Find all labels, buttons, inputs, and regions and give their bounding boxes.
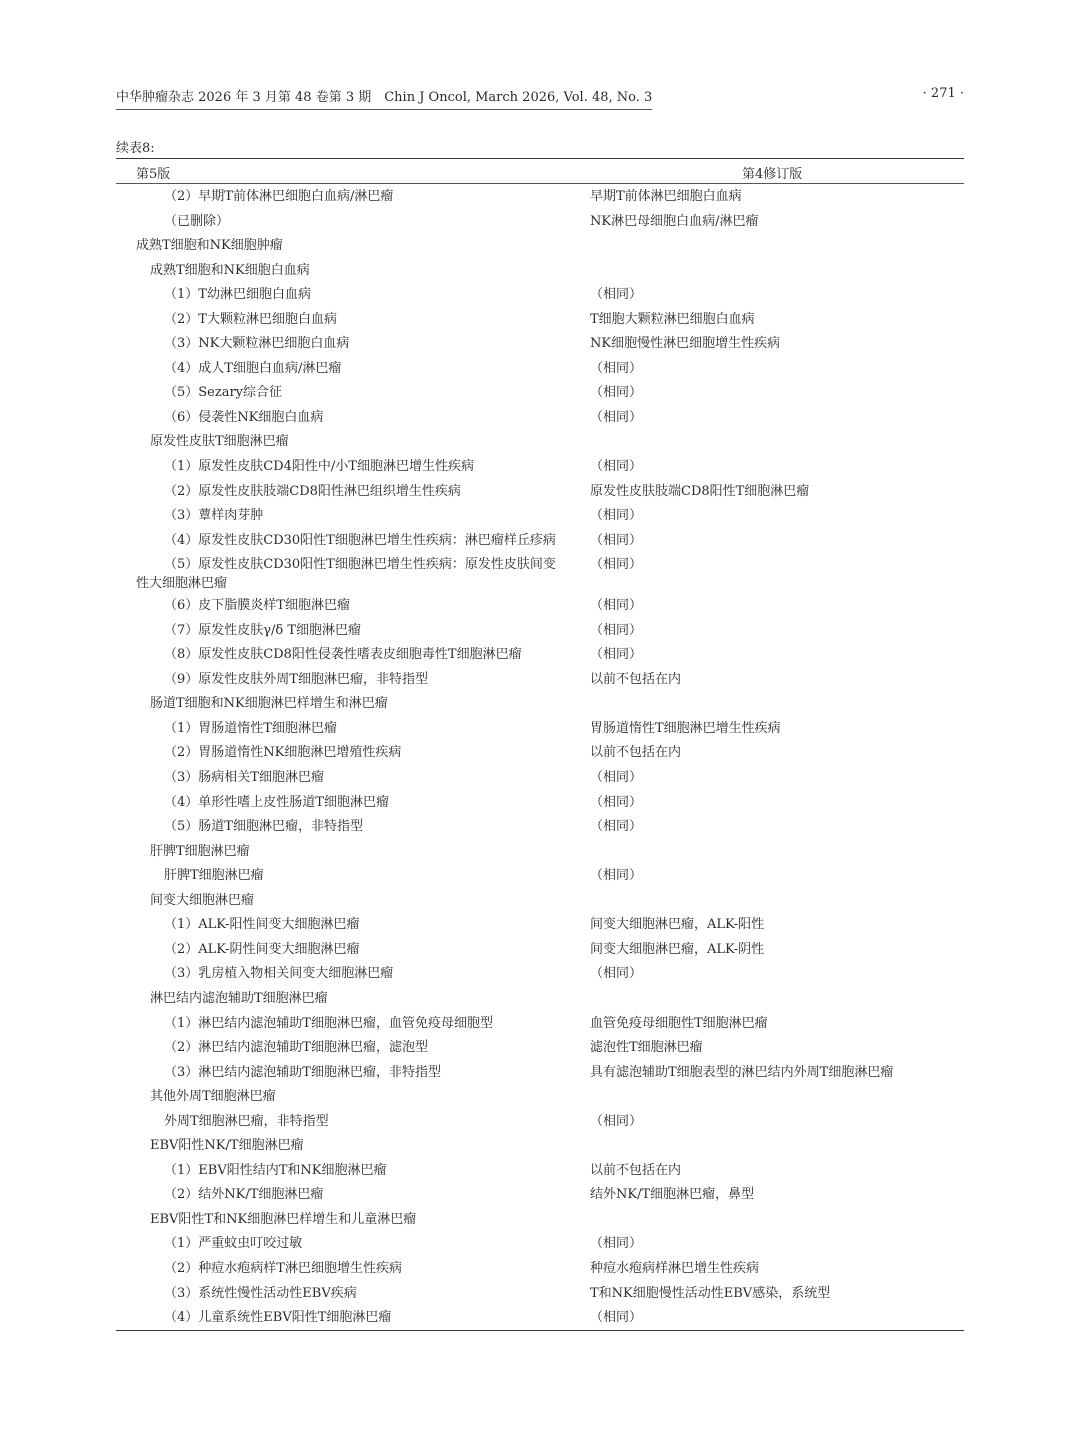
cell-5th-edition bbox=[116, 184, 588, 206]
cell-4th-revised: 滤泡性T细胞淋巴瘤 bbox=[590, 1040, 703, 1056]
table-row bbox=[116, 209, 964, 234]
cell-text: （1）EBV阳性结内T和NK细胞淋巴瘤 bbox=[164, 1162, 387, 1178]
table-row bbox=[116, 1231, 964, 1256]
table-row bbox=[116, 479, 964, 504]
cell-4th-revised bbox=[588, 986, 964, 989]
cell-5th-edition bbox=[116, 888, 588, 910]
table-row bbox=[116, 1305, 964, 1330]
table-row bbox=[116, 258, 964, 283]
cell-4th-revised bbox=[588, 429, 964, 432]
table-row bbox=[116, 503, 964, 528]
journal-citation: 中华肿瘤杂志 2026 年 3 月第 48 卷第 3 期 Chin J Oncol, March 2026, Vol. 48, No. 3 bbox=[116, 86, 652, 110]
cell-text: （3）蕈样肉芽肿 bbox=[164, 508, 264, 524]
cell-text: （1）原发性皮肤CD4阳性中/小T细胞淋巴增生性疾病 bbox=[164, 459, 474, 475]
cell-5th-edition bbox=[116, 716, 588, 738]
cell-text: （2）结外NK/T细胞淋巴瘤 bbox=[164, 1187, 324, 1203]
table-row bbox=[116, 1281, 964, 1306]
table-row bbox=[116, 642, 964, 667]
cell-text: （7）原发性皮肤γ/δ T细胞淋巴瘤 bbox=[164, 622, 362, 638]
cell-4th-revised: （相同） bbox=[590, 1310, 643, 1326]
cell-text: （4）儿童系统性EBV阳性T细胞淋巴瘤 bbox=[164, 1310, 392, 1326]
cell-text: 肝脾T细胞淋巴瘤 bbox=[150, 843, 250, 859]
table-bottom-rule bbox=[116, 1330, 964, 1331]
cell-4th-revised bbox=[588, 1084, 964, 1087]
cell-text: （9）原发性皮肤外周T细胞淋巴瘤，非特指型 bbox=[164, 671, 428, 687]
cell-text: 肝脾T细胞淋巴瘤 bbox=[164, 868, 264, 884]
cell-5th-edition bbox=[116, 233, 588, 255]
cell-text-continuation: 性大细胞淋巴瘤 bbox=[136, 576, 228, 592]
cell-5th-edition bbox=[116, 209, 588, 231]
table-row bbox=[116, 863, 964, 888]
cell-text: （8）原发性皮肤CD8阳性侵袭性嗜表皮细胞毒性T细胞淋巴瘤 bbox=[164, 647, 522, 663]
cell-4th-revised: （相同） bbox=[590, 770, 643, 786]
cell-text: （3）系统性慢性活动性EBV疾病 bbox=[164, 1285, 357, 1301]
cell-text: 其他外周T细胞淋巴瘤 bbox=[150, 1089, 276, 1105]
cell-4th-revised: （相同） bbox=[590, 409, 643, 425]
cell-4th-revised: 胃肠道惰性T细胞淋巴增生性疾病 bbox=[590, 720, 781, 736]
cell-4th-revised: 结外NK/T细胞淋巴瘤，鼻型 bbox=[590, 1187, 755, 1203]
running-header bbox=[116, 86, 964, 108]
cell-text: （3）肠病相关T细胞淋巴瘤 bbox=[164, 770, 324, 786]
cell-4th-revised: （相同） bbox=[590, 459, 643, 475]
cell-text: （3）乳房植入物相关间变大细胞淋巴瘤 bbox=[164, 966, 394, 982]
table-row bbox=[116, 552, 964, 593]
table-caption: 续表8: bbox=[116, 141, 155, 156]
cell-text: （1）严重蚊虫叮咬过敏 bbox=[164, 1236, 303, 1252]
cell-5th-edition bbox=[116, 1060, 588, 1082]
cell-4th-revised: T和NK细胞慢性活动性EBV感染，系统型 bbox=[590, 1285, 831, 1301]
cell-5th-edition bbox=[116, 618, 588, 640]
cell-5th-edition bbox=[116, 1256, 588, 1278]
table-body bbox=[116, 184, 964, 1330]
cell-5th-edition bbox=[116, 258, 588, 280]
cell-text: （6）侵袭性NK细胞白血病 bbox=[164, 409, 324, 425]
cell-text: 肠道T细胞和NK细胞淋巴样增生和淋巴瘤 bbox=[150, 696, 388, 712]
cell-5th-edition bbox=[116, 1084, 588, 1106]
table-row bbox=[116, 839, 964, 864]
cell-4th-revised: （相同） bbox=[590, 966, 643, 982]
cell-4th-revised: （相同） bbox=[590, 1113, 643, 1129]
cell-5th-edition bbox=[116, 593, 588, 615]
column-header-4th-revised: 第4修订版 bbox=[742, 167, 803, 182]
cell-text: （2）种痘水疱病样T淋巴细胞增生性疾病 bbox=[164, 1260, 402, 1276]
cell-4th-revised bbox=[588, 258, 964, 261]
cell-4th-revised: 间变大细胞淋巴瘤，ALK-阴性 bbox=[590, 941, 765, 957]
table-row bbox=[116, 184, 964, 209]
cell-5th-edition bbox=[116, 479, 588, 501]
cell-4th-revised bbox=[588, 839, 964, 842]
cell-4th-revised: NK淋巴母细胞白血病/淋巴瘤 bbox=[590, 213, 759, 229]
cell-5th-edition bbox=[116, 839, 588, 861]
cell-5th-edition bbox=[116, 1109, 588, 1131]
cell-text: 外周T细胞淋巴瘤，非特指型 bbox=[164, 1113, 329, 1129]
cell-4th-revised: （相同） bbox=[590, 1236, 643, 1252]
cell-4th-revised: （相同） bbox=[590, 868, 643, 884]
cell-4th-revised: （相同） bbox=[590, 360, 643, 376]
table-row bbox=[116, 716, 964, 741]
cell-text: （4）单形性嗜上皮性肠道T细胞淋巴瘤 bbox=[164, 794, 389, 810]
cell-5th-edition bbox=[116, 937, 588, 959]
table-row bbox=[116, 356, 964, 381]
cell-5th-edition bbox=[116, 503, 588, 525]
cell-4th-revised: （相同） bbox=[590, 532, 643, 548]
table-row bbox=[116, 888, 964, 913]
table-row bbox=[116, 1182, 964, 1207]
cell-5th-edition bbox=[116, 1281, 588, 1303]
cell-text: （4）成人T细胞白血病/淋巴瘤 bbox=[164, 360, 342, 376]
table-row bbox=[116, 667, 964, 692]
cell-4th-revised: （相同） bbox=[590, 819, 643, 835]
cell-4th-revised: 具有滤泡辅助T细胞表型的淋巴结内外周T细胞淋巴瘤 bbox=[590, 1064, 894, 1080]
table-header-row bbox=[116, 159, 964, 183]
table-row bbox=[116, 961, 964, 986]
cell-text: （1）T幼淋巴细胞白血病 bbox=[164, 287, 311, 303]
cell-5th-edition bbox=[116, 1231, 588, 1253]
cell-5th-edition bbox=[116, 380, 588, 402]
cell-text: （3）NK大颗粒淋巴细胞白血病 bbox=[164, 336, 350, 352]
cell-5th-edition bbox=[116, 790, 588, 812]
cell-4th-revised: （相同） bbox=[590, 598, 643, 614]
cell-5th-edition bbox=[116, 282, 588, 304]
cell-text: 成熟T细胞和NK细胞肿瘤 bbox=[136, 238, 283, 254]
cell-5th-edition bbox=[116, 454, 588, 476]
cell-5th-edition bbox=[116, 528, 588, 550]
cell-text: （6）皮下脂膜炎样T细胞淋巴瘤 bbox=[164, 598, 350, 614]
cell-4th-revised: NK细胞慢性淋巴细胞增生性疾病 bbox=[590, 336, 781, 352]
cell-text: （2）ALK-阴性间变大细胞淋巴瘤 bbox=[164, 941, 360, 957]
cell-text: （3）淋巴结内滤泡辅助T细胞淋巴瘤，非特指型 bbox=[164, 1064, 441, 1080]
table-row bbox=[116, 1207, 964, 1232]
cell-4th-revised bbox=[588, 1133, 964, 1136]
table-row bbox=[116, 814, 964, 839]
cell-5th-edition bbox=[116, 1011, 588, 1033]
cell-4th-revised: 以前不包括在内 bbox=[590, 1162, 682, 1178]
cell-text: EBV阳性T和NK细胞淋巴样增生和儿童淋巴瘤 bbox=[150, 1211, 417, 1227]
cell-text: （2）淋巴结内滤泡辅助T细胞淋巴瘤，滤泡型 bbox=[164, 1040, 428, 1056]
cell-text: （2）胃肠道惰性NK细胞淋巴增殖性疾病 bbox=[164, 745, 402, 761]
comparison-table bbox=[116, 158, 964, 1331]
cell-text: 间变大细胞淋巴瘤 bbox=[150, 892, 255, 908]
cell-5th-edition bbox=[116, 1207, 588, 1229]
table-row bbox=[116, 307, 964, 332]
cell-4th-revised: （相同） bbox=[590, 385, 643, 401]
cell-5th-edition bbox=[116, 1035, 588, 1057]
cell-5th-edition bbox=[116, 765, 588, 787]
cell-4th-revised bbox=[588, 888, 964, 891]
cell-5th-edition bbox=[116, 961, 588, 983]
cell-5th-edition bbox=[116, 307, 588, 329]
cell-4th-revised bbox=[588, 1207, 964, 1210]
table-row bbox=[116, 1060, 964, 1085]
cell-4th-revised: （相同） bbox=[590, 622, 643, 638]
cell-5th-edition bbox=[116, 1305, 588, 1327]
table-row bbox=[116, 233, 964, 258]
table-row bbox=[116, 937, 964, 962]
table-row bbox=[116, 1109, 964, 1134]
cell-4th-revised: （相同） bbox=[590, 508, 643, 524]
table-row bbox=[116, 405, 964, 430]
cell-text: （2）T大颗粒淋巴细胞白血病 bbox=[164, 311, 337, 327]
cell-5th-edition bbox=[116, 814, 588, 836]
cell-5th-edition bbox=[116, 356, 588, 378]
table-row bbox=[116, 1158, 964, 1183]
table-row bbox=[116, 1084, 964, 1109]
cell-5th-edition bbox=[116, 429, 588, 451]
table-row bbox=[116, 740, 964, 765]
cell-5th-edition bbox=[116, 691, 588, 713]
cell-4th-revised: T细胞大颗粒淋巴细胞白血病 bbox=[590, 311, 755, 327]
cell-4th-revised: 以前不包括在内 bbox=[590, 671, 682, 687]
table-row bbox=[116, 429, 964, 454]
cell-4th-revised: 血管免疫母细胞性T细胞淋巴瘤 bbox=[590, 1015, 768, 1031]
cell-text: （2）早期T前体淋巴细胞白血病/淋巴瘤 bbox=[164, 189, 394, 204]
cell-5th-edition bbox=[116, 642, 588, 664]
cell-5th-edition bbox=[116, 1133, 588, 1155]
table-row bbox=[116, 765, 964, 790]
cell-4th-revised: 早期T前体淋巴细胞白血病 bbox=[590, 189, 742, 204]
column-header-5th-edition: 第5版 bbox=[136, 167, 171, 182]
cell-4th-revised: 间变大细胞淋巴瘤，ALK-阳性 bbox=[590, 917, 765, 933]
cell-4th-revised: 种痘水疱病样淋巴增生性疾病 bbox=[590, 1260, 760, 1276]
cell-text: （2）原发性皮肤肢端CD8阳性淋巴组织增生性疾病 bbox=[164, 483, 461, 499]
table-row bbox=[116, 1011, 964, 1036]
cell-text: （1）淋巴结内滤泡辅助T细胞淋巴瘤，血管免疫母细胞型 bbox=[164, 1015, 493, 1031]
cell-4th-revised: （相同） bbox=[590, 647, 643, 663]
table-row bbox=[116, 790, 964, 815]
cell-4th-revised bbox=[588, 233, 964, 236]
cell-5th-edition bbox=[116, 740, 588, 762]
table-row bbox=[116, 1035, 964, 1060]
cell-text: （1）ALK-阳性间变大细胞淋巴瘤 bbox=[164, 917, 360, 933]
cell-text: （5）原发性皮肤CD30阳性T细胞淋巴增生性疾病：原发性皮肤间变 bbox=[164, 557, 556, 573]
cell-5th-edition bbox=[116, 552, 588, 593]
page-number: · 271 · bbox=[922, 86, 964, 101]
cell-text: （4）原发性皮肤CD30阳性T细胞淋巴增生性疾病：淋巴瘤样丘疹病 bbox=[164, 532, 556, 548]
cell-text: （5）Sezary综合征 bbox=[164, 385, 283, 401]
table-row bbox=[116, 528, 964, 553]
cell-5th-edition bbox=[116, 1182, 588, 1204]
cell-text: 淋巴结内滤泡辅助T细胞淋巴瘤 bbox=[150, 990, 328, 1006]
cell-4th-revised: 原发性皮肤肢端CD8阳性T细胞淋巴瘤 bbox=[590, 483, 810, 499]
table-row bbox=[116, 912, 964, 937]
cell-5th-edition bbox=[116, 986, 588, 1008]
cell-text: （1）胃肠道惰性T细胞淋巴瘤 bbox=[164, 720, 337, 736]
cell-text: 原发性皮肤T细胞淋巴瘤 bbox=[150, 434, 289, 450]
cell-5th-edition bbox=[116, 405, 588, 427]
cell-4th-revised: （相同） bbox=[590, 557, 643, 573]
cell-text: （5）肠道T细胞淋巴瘤，非特指型 bbox=[164, 819, 363, 835]
table-row bbox=[116, 986, 964, 1011]
cell-5th-edition bbox=[116, 912, 588, 934]
table-row bbox=[116, 618, 964, 643]
cell-4th-revised: （相同） bbox=[590, 794, 643, 810]
cell-text: （已删除） bbox=[164, 213, 230, 229]
cell-text: 成熟T细胞和NK细胞白血病 bbox=[150, 262, 310, 278]
cell-4th-revised: （相同） bbox=[590, 287, 643, 303]
table-row bbox=[116, 1133, 964, 1158]
cell-5th-edition bbox=[116, 863, 588, 885]
table-row bbox=[116, 380, 964, 405]
cell-text: EBV阳性NK/T细胞淋巴瘤 bbox=[150, 1138, 304, 1154]
table-row bbox=[116, 1256, 964, 1281]
cell-4th-revised: 以前不包括在内 bbox=[590, 745, 682, 761]
table-row bbox=[116, 454, 964, 479]
cell-4th-revised bbox=[588, 691, 964, 694]
table-row bbox=[116, 691, 964, 716]
table-row bbox=[116, 282, 964, 307]
table-row bbox=[116, 331, 964, 356]
cell-5th-edition bbox=[116, 667, 588, 689]
cell-5th-edition bbox=[116, 1158, 588, 1180]
table-row bbox=[116, 593, 964, 618]
cell-5th-edition bbox=[116, 331, 588, 353]
